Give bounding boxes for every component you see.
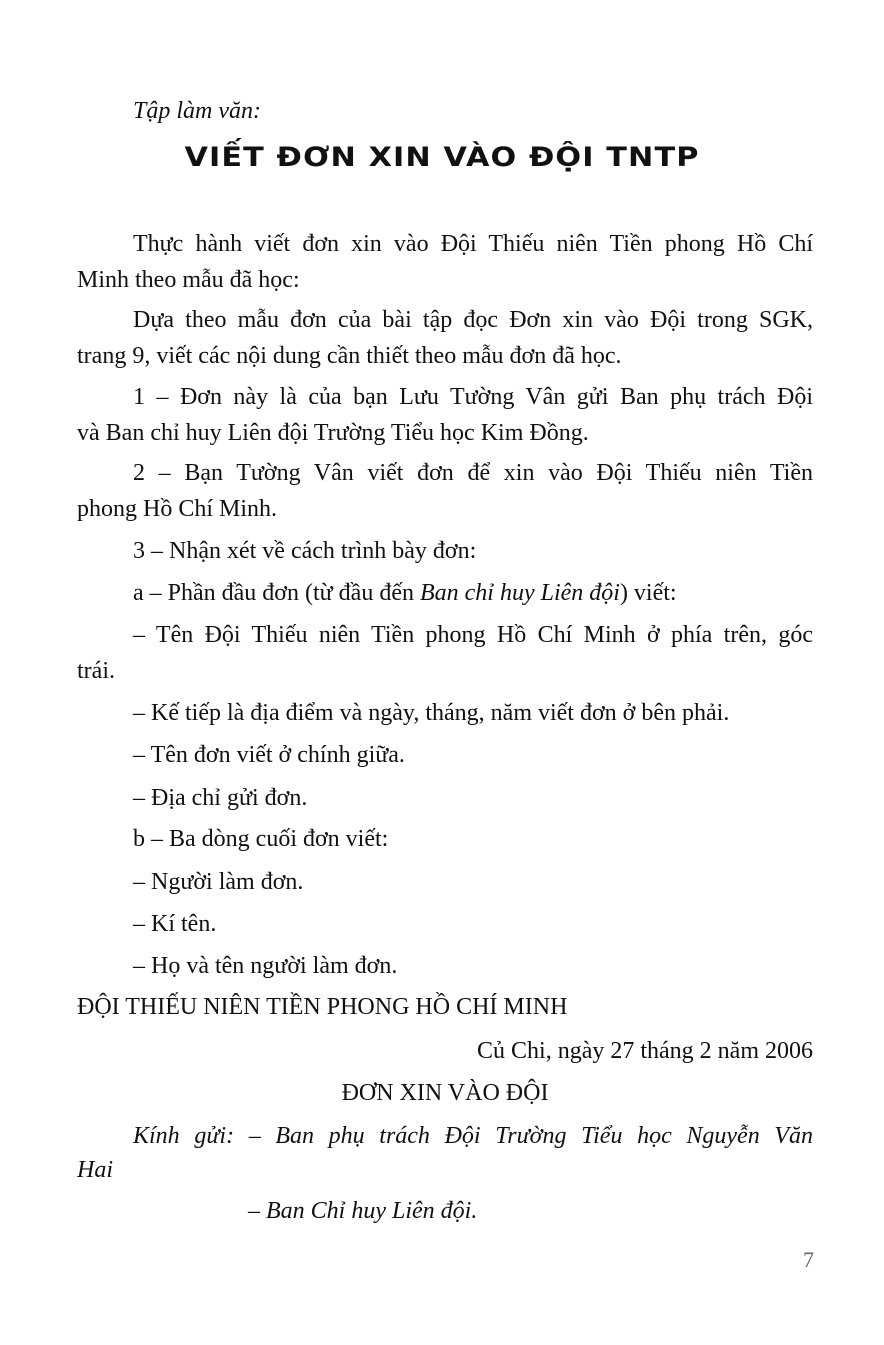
part-a-prefix: a – Phần đầu đơn (từ đầu đến [133, 580, 420, 606]
part-a-italic: Ban chỉ huy Liên đội [419, 580, 620, 606]
part-a-point-3: – Tên đơn viết ở chính giữa. [133, 742, 405, 768]
part-b-point-2: – Kí tên. [133, 911, 217, 937]
letter-salutation-line-2: Hai [77, 1157, 113, 1183]
item1-line-1: 1 – Đơn này là của bạn Lưu Tường Vân gửi Ban phụ trách Đội [133, 384, 813, 410]
section-label: Tập làm văn: [133, 98, 261, 124]
item1-line-2: và Ban chỉ huy Liên đội Trường Tiểu học Kim Đồng. [77, 420, 589, 446]
letter-place-date: Củ Chi, ngày 27 tháng 2 năm 2006 [477, 1038, 813, 1064]
letter-org: ĐỘI THIẾU NIÊN TIỀN PHONG HỒ CHÍ MINH [77, 994, 568, 1020]
part-a-point-4: – Địa chỉ gửi đơn. [133, 785, 308, 811]
letter-salutation-line-3: – Ban Chỉ huy Liên đội. [248, 1198, 478, 1224]
part-a-point-2: – Kế tiếp là địa điểm và ngày, tháng, năm viết đơn ở bên phải. [133, 700, 730, 726]
item2-line-2: phong Hồ Chí Minh. [77, 496, 278, 522]
part-b-point-1: – Người làm đơn. [133, 869, 304, 895]
part-a-point-1-line-1: – Tên Đội Thiếu niên Tiền phong Hồ Chí Minh ở phía trên, góc [133, 622, 813, 648]
letter-heading: ĐƠN XIN VÀO ĐỘI [341, 1080, 549, 1106]
page-number: 7 [803, 1247, 814, 1272]
part-b-heading: b – Ba dòng cuối đơn viết: [133, 826, 389, 852]
part-a-point-1-line-2: trái. [77, 658, 115, 684]
part-a-suffix: ) viết: [619, 580, 677, 606]
item2-line-1: 2 – Bạn Tường Vân viết đơn để xin vào Đội Thiếu niên Tiền [133, 460, 813, 486]
page-title: VIẾT ĐƠN XIN VÀO ĐỘI TNTP [184, 142, 700, 173]
guide-line-1: Dựa theo mẫu đơn của bài tập đọc Đơn xin vào Đội trong SGK, [133, 307, 813, 333]
letter-salutation-line-1: Kính gửi: – Ban phụ trách Đội Trường Tiểu học Nguyễn Văn [133, 1123, 813, 1149]
item3: 3 – Nhận xét về cách trình bày đơn: [133, 538, 477, 564]
part-a-heading [133, 575, 869, 611]
guide-line-2: trang 9, viết các nội dung cần thiết theo mẫu đơn đã học. [77, 343, 622, 369]
intro-line-2: Minh theo mẫu đã học: [77, 267, 300, 293]
intro-line-1: Thực hành viết đơn xin vào Đội Thiếu niên Tiền phong Hồ Chí [133, 231, 813, 257]
part-b-point-3: – Họ và tên người làm đơn. [133, 953, 398, 979]
